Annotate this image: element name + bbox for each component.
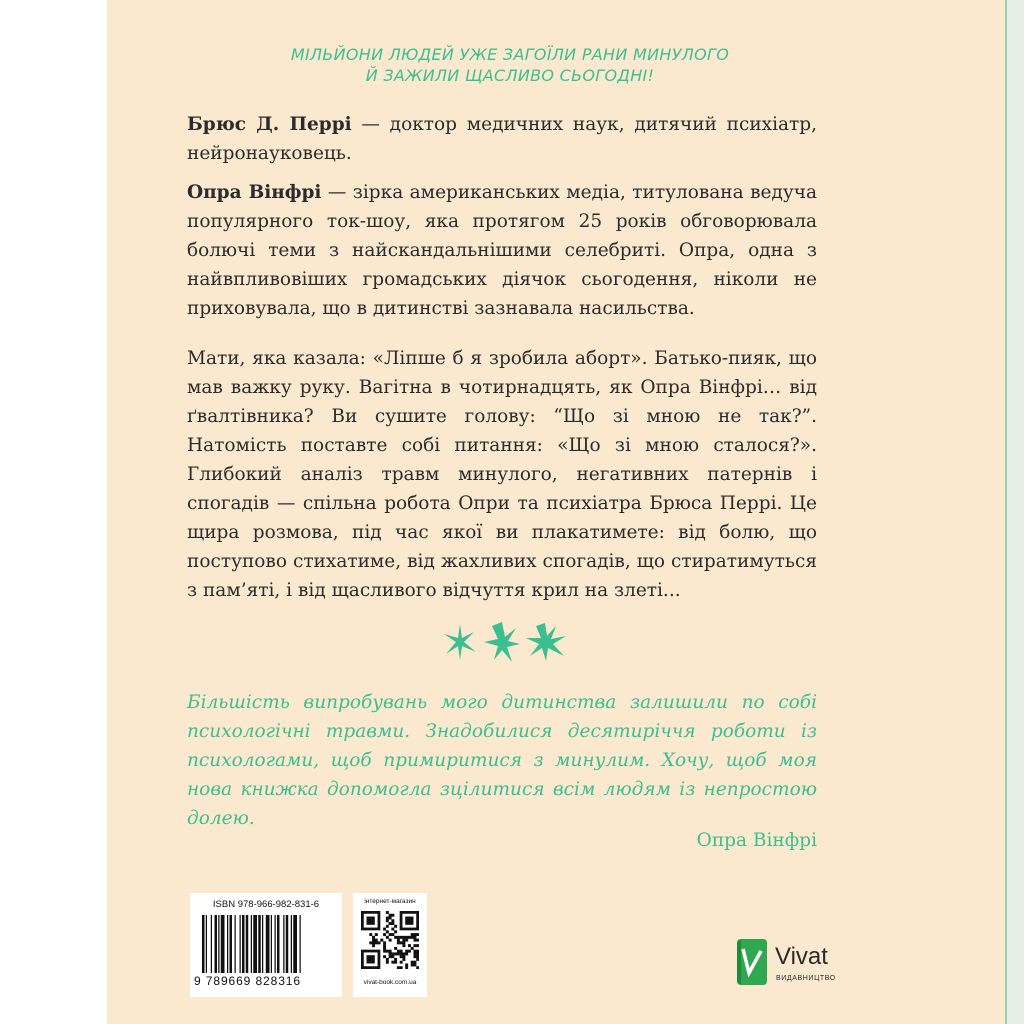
qr-code-block xyxy=(353,893,427,997)
isbn-barcode-block xyxy=(190,893,342,997)
qr-top-label: інтернет-магазин xyxy=(364,898,416,905)
publisher-logo xyxy=(735,935,845,991)
cover-tagline xyxy=(180,44,840,86)
author-perry-bio xyxy=(187,110,817,168)
author-winfrey-bio xyxy=(187,178,817,323)
winfrey-quote: Більшість випробувань мого дитинства залишили по собі психологічні травми. Знадобилися десятиріччя роботи із психологами, щоб примиритися з минулим. Хочу, щоб моя нова книжка допомогла зцілитися всім людям із непростою долею. xyxy=(187,692,817,829)
vivat-logo-icon xyxy=(735,937,769,987)
tagline-line-1: МІЛЬЙОНИ ЛЮДЕЙ УЖЕ ЗАГОЇЛИ РАНИ МИНУЛОГО xyxy=(290,45,730,64)
isbn-label: ISBN 978-966-982-831-6 xyxy=(212,899,320,910)
sparkle-icon-left xyxy=(444,624,476,660)
tagline-line-2: Й ЗАЖИЛИ ЩАСЛИВО СЬОГОДНІ! xyxy=(365,66,655,85)
sparkle-icon-right xyxy=(526,623,566,661)
author-perry-name: Брюс Д. Перрі xyxy=(187,114,352,135)
spine-edge-line xyxy=(1005,0,1007,1024)
book-description: Мати, яка казала: «Ліпше б я зробила аборт». Батько-пияк, що мав важку руку. Вагітна в чотирнадцять, як Опра Вінфрі… від ґвалтівника? Ви сушите голову: “Що зі мною не так?”. Натомість поставте собі питання: «Що зі мною сталося?». Глибокий аналіз травм минулого, негативних патернів і спогадів — спільна робота Опри та психіатра Брюса Перрі. Це щира розмова, під час якої ви плакатимете: від болю, що поступово стихатиме, від жахливих спогадів, що стиратимуться з пам’яті, і від щасливого відчуття крил на злеті... xyxy=(187,348,817,601)
quote-author: Опра Вінфрі xyxy=(696,830,817,851)
author-winfrey-bio-text: — зірка американських медіа, титулована ведуча популярного ток-шоу, яка протягом 25 років обговорювала болючі теми з найскандальнішими селебриті. Опра, одна з найвпливовіших громадських діячок сьогодення, ніколи не приховувала, що в дитинстві зазнавала насильства. xyxy=(187,182,817,319)
publisher-name: Vivat xyxy=(775,943,828,970)
qr-bottom-label: vivat-book.com.ua xyxy=(363,979,417,986)
book-spine xyxy=(1005,0,1024,1024)
qr-code-icon xyxy=(361,911,419,969)
barcode-icon xyxy=(202,915,330,975)
decorative-sparkles-icon xyxy=(440,622,570,662)
author-winfrey-name: Опра Вінфрі xyxy=(187,182,322,203)
sparkle-icon-middle xyxy=(484,622,520,662)
barcode-digits: 9 789669 828316 xyxy=(194,974,301,988)
author-perry-bio-text: — доктор медичних наук, дитячий психіатр, нейронауковець. xyxy=(187,114,817,164)
publisher-subtitle: ВИДАВНИЦТВО xyxy=(776,975,836,982)
